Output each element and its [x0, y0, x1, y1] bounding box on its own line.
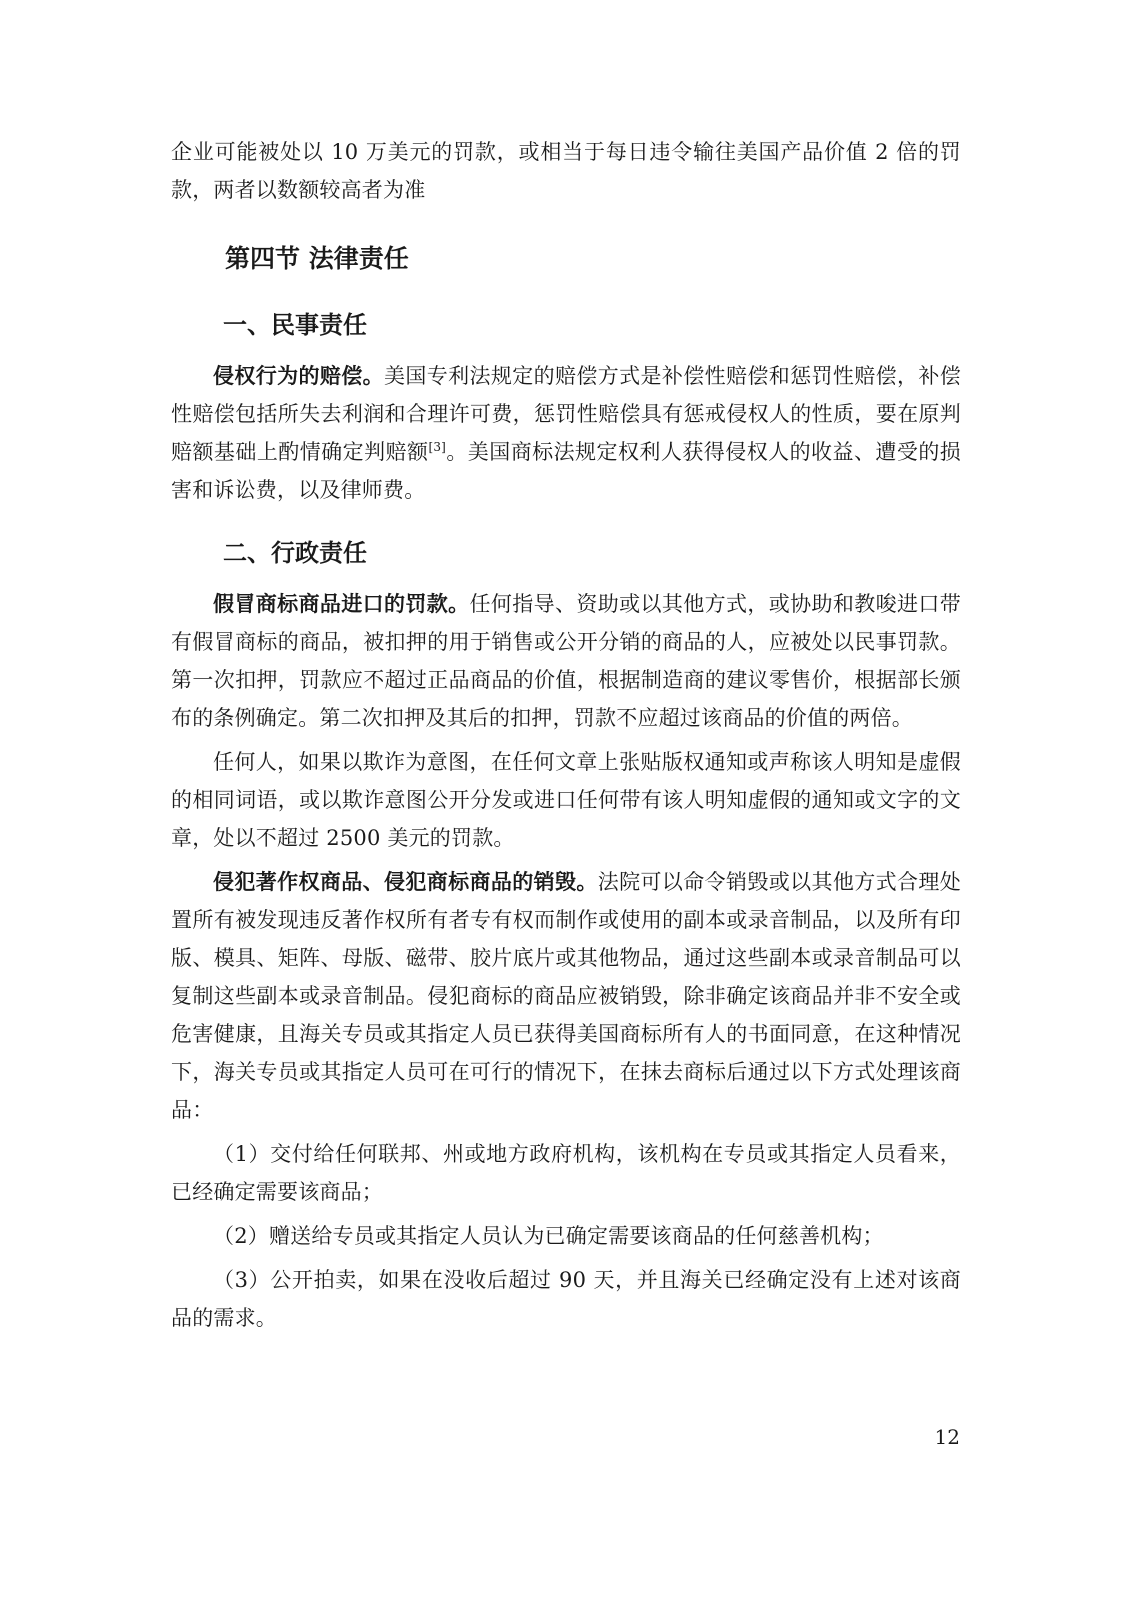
- damages-text-1: 美国专利法规定的赔偿方式是补偿性赔偿和惩罚性赔偿，补偿性赔偿包括所失去利润和合理许可费，惩罚性赔偿具有惩戒侵权人的性质，要在原判赔额基础上酌情确定判赔额: [171, 364, 961, 464]
- damages-paragraph: [171, 357, 961, 509]
- fine-text: 任何指导、资助或以其他方式，或协助和教唆进口带有假冒商标的商品，被扣押的用于销售或公开分销的商品的人，应被处以民事罚款。第一次扣押，罚款应不超过正品商品的价值，根据制造商的建议零售价，根据部长颁布的条例确定。第二次扣押及其后的扣押，罚款不应超过该商品的价值的两倍。: [171, 592, 961, 730]
- list-item: （1）交付给任何联邦、州或地方政府机构，该机构在专员或其指定人员看来，已经确定需要该商品；: [171, 1142, 961, 1204]
- fraud-paragraph: 任何人，如果以欺诈为意图，在任何文章上张贴版权通知或声称该人明知是虚假的相同词语，或以欺诈意图公开分发或进口任何带有该人明知虚假的通知或文字的文章，处以不超过 2500 美元的罚款。: [171, 750, 961, 850]
- fine-lead: 假冒商标商品进口的罚款。: [213, 592, 470, 616]
- list-item: （2）赠送给专员或其指定人员认为已确定需要该商品的任何慈善机构；: [213, 1224, 884, 1248]
- destroy-paragraph: [171, 863, 961, 1129]
- damages-lead: 侵权行为的赔偿。: [213, 364, 385, 388]
- destroy-text: 法院可以命令销毁或以其他方式合理处置所有被发现违反著作权所有者专有权而制作或使用的副本或录音制品，以及所有印版、模具、矩阵、母版、磁带、胶片底片或其他物品，通过这些副本或录音制品可以复制这些副本或录音制品。侵犯商标的商品应被销毁，除非确定该商品并非不安全或危害健康，且海关专员或其指定人员已获得美国商标所有人的书面同意，在这种情况下，海关专员或其指定人员可在可行的情况下，在抹去商标后通过以下方式处理该商品：: [171, 870, 961, 1122]
- civil-liability-heading: 一、民事责任: [223, 311, 367, 339]
- damages-text-2: 。美国商标法规定权利人获得侵权人的收益、遭受的损害和诉讼费，以及律师费。: [171, 440, 961, 502]
- opening-paragraph: 企业可能被处以 10 万美元的罚款，或相当于每日违令输往美国产品价值 2 倍的罚款，两者以数额较高者为准: [171, 140, 961, 202]
- administrative-liability-heading: 二、行政责任: [223, 539, 367, 567]
- list-item: （3）公开拍卖，如果在没收后超过 90 天，并且海关已经确定没有上述对该商品的需求。: [171, 1268, 961, 1330]
- page-content: [171, 133, 961, 1337]
- section-title: 第四节 法律责任: [225, 244, 409, 273]
- page-number: 12: [934, 1425, 960, 1449]
- fine-paragraph: [171, 585, 961, 737]
- destroy-lead: 侵犯著作权商品、侵犯商标商品的销毁。: [213, 870, 598, 894]
- damages-reference: [3]: [428, 440, 447, 454]
